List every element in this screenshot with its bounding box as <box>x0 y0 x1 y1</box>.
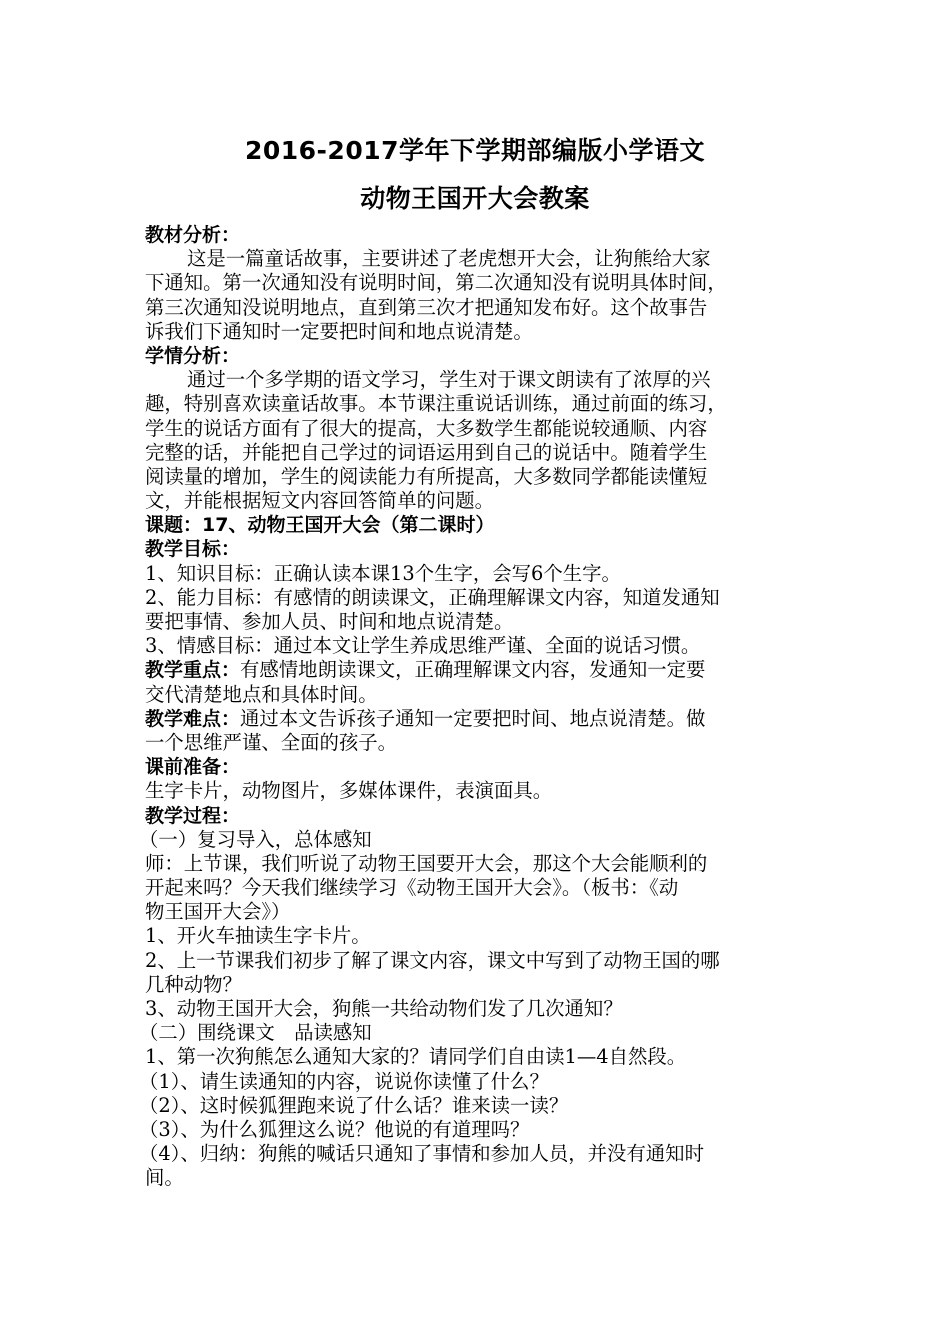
process-line: 1、开火车抽读生字卡片。 <box>145 924 371 948</box>
process-line: （二）围绕课文 品读感知 <box>139 1021 372 1045</box>
doc-title-line-2: 动物王国开大会教案 <box>360 184 590 213</box>
key-point-line <box>145 658 813 682</box>
paragraph-line: 诉我们下通知时一定要把时间和地点说清楚。 <box>145 319 533 343</box>
process-line: 几种动物？ <box>145 972 242 996</box>
difficulty-line <box>145 707 813 731</box>
section-heading-goals: 教学目标： <box>145 538 241 561</box>
goal-line: 要把事情、参加人员、时间和地点说清楚。 <box>145 610 514 633</box>
key-point-line: 交代清楚地点和具体时间。 <box>145 682 378 706</box>
paragraph-line: 第三次通知没说明地点，直到第三次才把通知发布好。这个故事告 <box>145 295 708 319</box>
goal-line: 1、知识目标：正确认读本课13个生字，会写6个生字。 <box>145 561 621 585</box>
process-line: （3）、为什么狐狸这么说？他说的有道理吗？ <box>139 1117 530 1141</box>
paragraph-line: 完整的话，并能把自己学过的词语运用到自己的说话中。随着学生 <box>145 440 708 464</box>
process-line: 物王国开大会》） <box>145 900 291 924</box>
section-heading-analysis: 教材分析： <box>145 224 241 246</box>
paragraph-line: 阅读量的增加，学生的阅读能力有所提高，大多数同学都能读懂短 <box>145 464 708 488</box>
goal-line: 3、情感目标：通过本文让学生养成思维严谨、全面的说话习惯。 <box>145 634 701 658</box>
section-heading-students: 学情分析： <box>145 344 241 367</box>
goal-line: 2、能力目标：有感情的朗读课文，正确理解课文内容，知道发通知 <box>145 585 720 609</box>
section-heading-prep: 课前准备： <box>145 756 241 779</box>
paragraph-line: 这是一篇童话故事，主要讲述了老虎想开大会，让狗熊给大家 <box>187 247 711 271</box>
process-line: 间。 <box>145 1166 184 1190</box>
paragraph-line: 趣，特别喜欢读童话故事。本节课注重说话训练，通过前面的练习， <box>145 392 727 416</box>
process-line: （2）、这时候狐狸跑来说了什么话？谁来读一读？ <box>139 1093 569 1117</box>
key-point-label: 教学重点： <box>145 659 241 682</box>
lesson-title: 课题：17、动物王国开大会（第二课时） <box>145 514 495 537</box>
difficulty-text: 通过本文告诉孩子通知一定要把时间、地点说清楚。做 <box>240 706 706 730</box>
process-line: 1、第一次狗熊怎么通知大家的？请同学们自由读1—4自然段。 <box>145 1045 687 1069</box>
paragraph-line: 文，并能根据短文内容回答简单的问题。 <box>145 489 495 513</box>
difficulty-label: 教学难点： <box>145 707 241 730</box>
paragraph-line: 通过一个多学期的语文学习，学生对于课文朗读有了浓厚的兴 <box>187 368 711 392</box>
prep-line: 生字卡片，动物图片，多媒体课件，表演面具。 <box>145 779 553 803</box>
difficulty-line: 一个思维严谨、全面的孩子。 <box>145 730 398 754</box>
process-line: 开起来吗？今天我们继续学习《动物王国开大会》。（板书：《动 <box>145 876 679 900</box>
process-line: 2、上一节课我们初步了解了课文内容，课文中写到了动物王国的哪 <box>145 948 720 972</box>
process-line: 师：上节课，我们听说了动物王国要开大会，那这个大会能顺利的 <box>145 851 708 875</box>
paragraph-line: 下通知。第一次通知没有说明时间，第二次通知没有说明具体时间， <box>145 271 727 295</box>
process-line: （一）复习导入，总体感知 <box>139 827 372 851</box>
process-line: （4）、归纳：狗熊的喊话只通知了事情和参加人员，并没有通知时 <box>139 1142 704 1166</box>
process-line: 3、动物王国开大会，狗熊一共给动物们发了几次通知？ <box>145 997 623 1020</box>
section-heading-process: 教学过程： <box>145 804 241 827</box>
document-body <box>139 223 813 1191</box>
process-line: （1）、请生读通知的内容，说说你读懂了什么？ <box>139 1069 549 1093</box>
doc-title-line-1: 2016-2017学年下学期部编版小学语文 <box>244 136 706 165</box>
paragraph-line: 学生的说话方面有了很大的提高，大多数学生都能说较通顺、内容 <box>145 416 708 440</box>
key-point-text: 有感情地朗读课文，正确理解课文内容，发通知一定要 <box>240 658 706 682</box>
